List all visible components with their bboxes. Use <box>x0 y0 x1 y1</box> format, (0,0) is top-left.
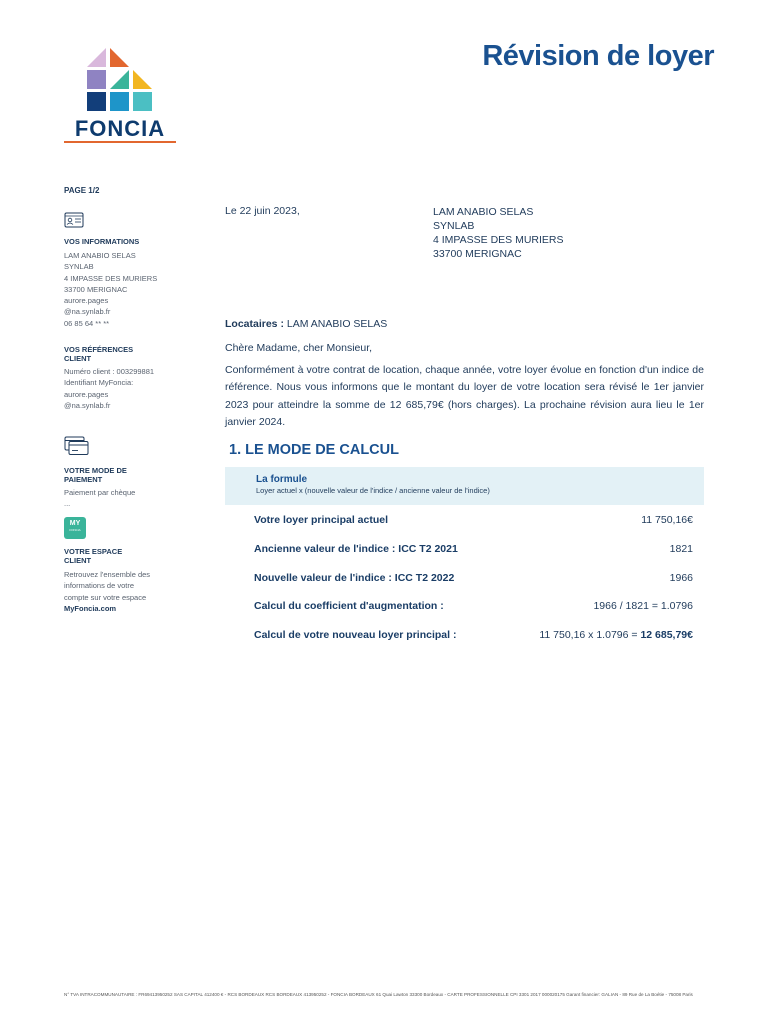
id-card-icon <box>64 212 84 228</box>
space-line: compte sur votre espace <box>64 592 147 602</box>
recipient-line: LAM ANABIO SELAS <box>433 206 534 218</box>
calc-label: Calcul du coefficient d'augmentation : <box>254 600 444 612</box>
info-line: @na.synlab.fr <box>64 307 111 317</box>
tenant-name: LAM ANABIO SELAS <box>286 318 388 330</box>
greeting: Chère Madame, cher Monsieur, <box>225 342 373 354</box>
myfoncia-link[interactable]: MyFoncia.com <box>64 603 117 613</box>
recipient-address <box>433 205 564 261</box>
credit-cards-icon <box>64 436 90 456</box>
reference-line: Identifiant MyFoncia: <box>64 378 134 388</box>
info-line: SYNLAB <box>64 262 94 272</box>
space-line: Retrouvez l'ensemble des <box>64 570 151 579</box>
logo-tiles-icon <box>87 48 153 112</box>
reference-line: aurore.pages <box>64 389 109 399</box>
tenant-line <box>225 318 387 330</box>
badge-sublabel: FONCIA <box>69 528 81 532</box>
payment-line: ... <box>64 499 71 509</box>
recipient-line: 4 IMPASSE DES MURIERS <box>433 234 564 246</box>
info-line: 06 85 64 ** ** <box>64 318 110 328</box>
foncia-logo <box>64 48 176 144</box>
info-line: aurore.pages <box>64 296 109 306</box>
calc-value-prefix: 11 750,16 x 1.0796 = <box>539 629 641 641</box>
formula-title: La formule <box>256 474 308 485</box>
section-title: 1. LE MODE DE CALCUL <box>229 442 399 458</box>
calc-value: 11 750,16€ <box>641 514 693 526</box>
reference-line: Numéro client : 003299881 <box>64 367 155 376</box>
space-block <box>64 569 179 614</box>
space-heading: VOTRE ESPACE CLIENT <box>64 547 123 565</box>
formula-text: Loyer actuel x (nouvelle valeur de l'indice / ancienne valeur de l'indice) <box>256 486 490 495</box>
recipient-line: 33700 MERIGNAC <box>433 248 522 260</box>
calc-label: Ancienne valeur de l'indice : ICC T2 2021 <box>254 543 458 555</box>
calc-label: Votre loyer principal actuel <box>254 514 389 526</box>
info-heading: VOS INFORMATIONS <box>64 237 140 246</box>
info-block <box>64 250 179 329</box>
logo-underline <box>64 141 176 143</box>
letter-body: Conformément à votre contrat de location, chaque année, votre loyer évolue en fonction d'un indice de référence. Nous vous informons que le montant du loyer de votre location sera révisé le 1er janvier 2023 pour atteindre la somme de 12 685,79€ (hors charges). La prochaine révision aura lieu le 1er janvier 2024. <box>225 364 704 429</box>
references-block <box>64 366 179 411</box>
logo-wordmark: FONCIA <box>74 116 166 141</box>
badge-label: MY <box>69 520 81 527</box>
new-rent-amount: 12 685,79€ <box>640 629 693 641</box>
info-line: LAM ANABIO SELAS <box>64 251 136 260</box>
payment-line: Paiement par chèque <box>64 488 136 497</box>
formula-box <box>225 467 704 505</box>
calc-value: 1966 <box>669 572 693 584</box>
recipient-line: SYNLAB <box>433 220 475 232</box>
calc-value: 1821 <box>669 543 693 555</box>
info-line: 4 IMPASSE DES MURIERS <box>64 273 158 283</box>
info-line: 33700 MERIGNAC <box>64 284 128 294</box>
references-heading: VOS RÉFÉRENCES CLIENT <box>64 345 134 363</box>
calc-value: 1966 / 1821 = 1.0796 <box>593 600 693 612</box>
reference-line: @na.synlab.fr <box>64 400 111 410</box>
myfoncia-badge-icon <box>64 517 86 539</box>
tenant-label: Locataires : <box>225 318 284 330</box>
calc-label: Nouvelle valeur de l'indice : ICC T2 2022 <box>254 572 455 584</box>
space-line: informations de votre <box>64 581 135 591</box>
legal-footer: N° TVA INTRACOMMUNAUTAIRE : FR69413950252 SAS CAPITAL 412400 € - RCS BORDEAUX RCS BORDEAUX 413950252 - FONCIA BORDEAUX 61 Quai Lawton 33300 Bordeaux - CARTE PROFESSIONNELLE CPI 3301 2017 000020175 Garant financier: GALIAN - 89 Rue de La Boétie - 75008 Paris <box>64 992 693 997</box>
payment-heading: VOTRE MODE DE PAIEMENT <box>64 466 127 484</box>
payment-block <box>64 487 179 510</box>
calc-value <box>539 629 693 641</box>
document-title: Révision de loyer <box>482 40 714 72</box>
calc-label: Calcul de votre nouveau loyer principal : <box>254 629 457 641</box>
letter-date: Le 22 juin 2023, <box>225 205 300 217</box>
page-number: PAGE 1/2 <box>64 186 100 195</box>
